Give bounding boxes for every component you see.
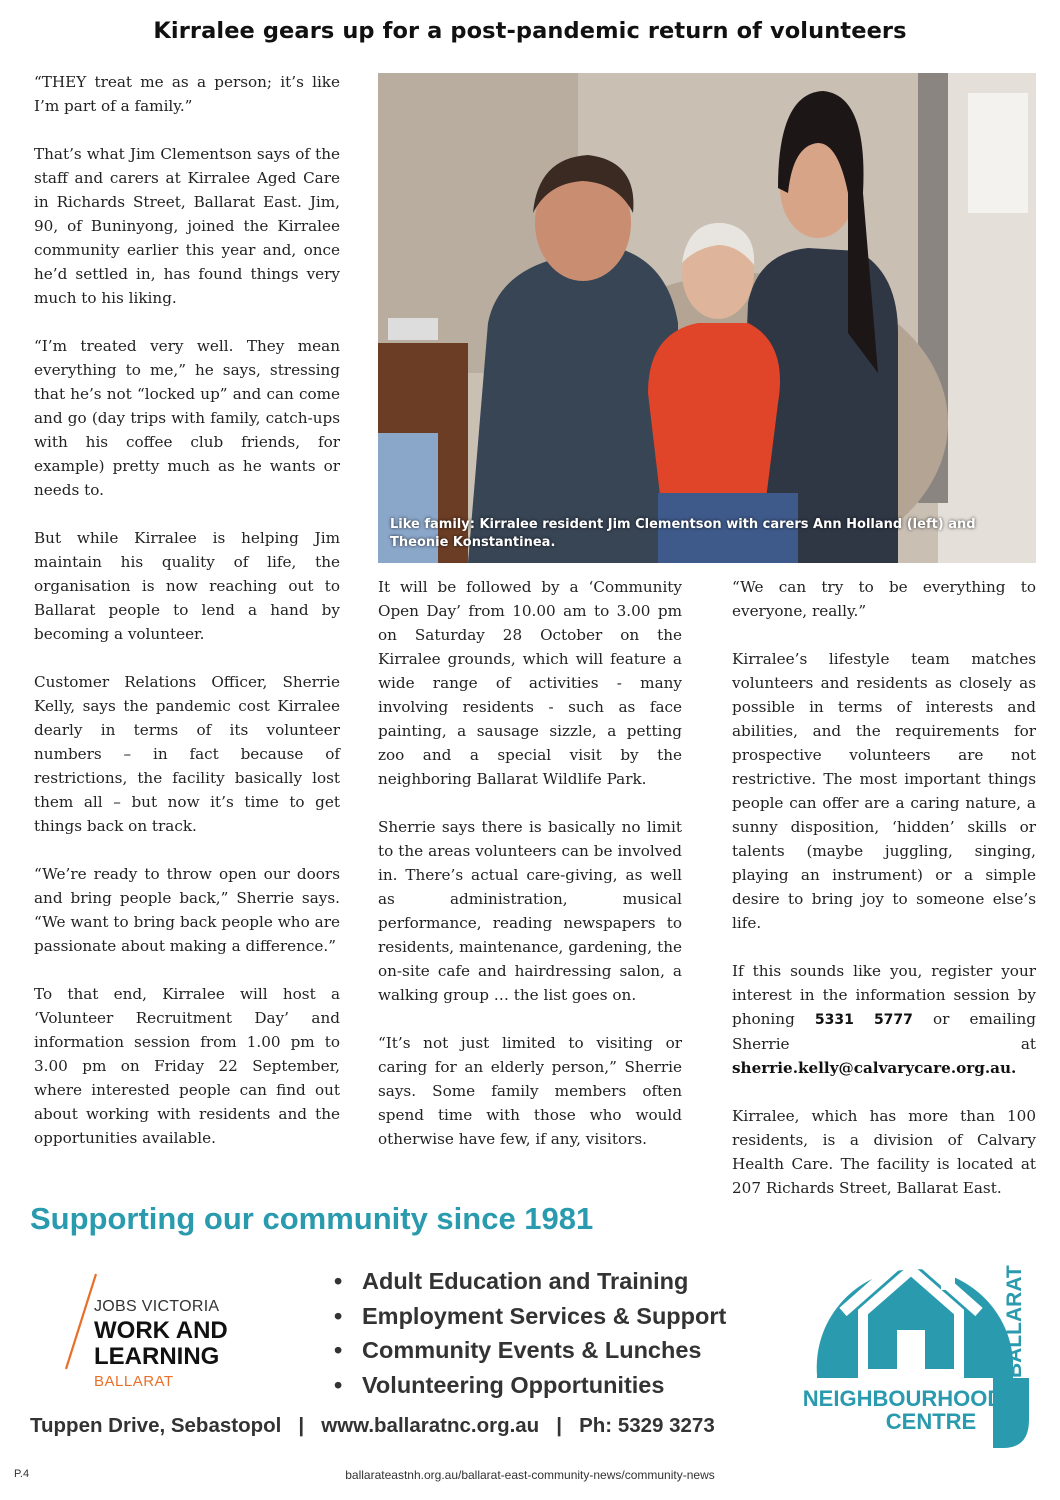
paragraph: Sherrie says there is basically no limit to the areas volunteers can be involved in. There’s actual care-giving, as well as administration, musical performance, reading newspapers to residents, maintenance, gardening, the on-site cafe and hairdressing salon, a walking group … the list goes on.	[378, 818, 682, 1004]
jobs-victoria-logo	[62, 1272, 292, 1402]
phone-number[interactable]: 5331 5777	[814, 1012, 913, 1028]
ballarat-text: BALLARAT	[94, 1373, 174, 1390]
contact-middle: or emailing Sherrie at	[732, 1010, 1036, 1053]
contact-line: Tuppen Drive, Sebastopol | www.ballaratnc.org.au | Ph: 5329 3273	[30, 1414, 715, 1437]
work-and-learning-text: WORK AND LEARNING	[94, 1317, 228, 1370]
paragraph: Kirralee’s lifestyle team matches volunteers and residents as closely as possible in terms of interests and abilities, and the requirements for prospective volunteers are not restrictive. The most important things people can offer are a caring nature, a sunny disposition, ‘hidden’ skills or talents (maybe juggling, singing, playing an instrument) or a simple desire to bring joy to someone else’s life.	[732, 650, 1036, 932]
footer-url[interactable]: ballarateastnh.org.au/ballarat-east-community-news/community-news	[345, 1468, 715, 1482]
list-item: • Community Events & Lunches	[334, 1337, 702, 1363]
paragraph: “THEY treat me as a person; it’s like I’m part of a family.”	[34, 73, 340, 115]
article-column-2	[378, 575, 682, 1151]
paragraph: Kirralee, which has more than 100 residents, is a division of Calvary Health Care. The facility is located at 207 Richards Street, Ballarat East.	[732, 1107, 1036, 1197]
list-item: • Volunteering Opportunities	[334, 1371, 665, 1398]
list-item: • Adult Education and Training	[334, 1268, 689, 1294]
paragraph: “We can try to be everything to everyone, really.”	[732, 578, 1036, 620]
email-link[interactable]: sherrie.kelly@calvarycare.org.au.	[732, 1059, 1017, 1077]
contact-paragraph	[732, 959, 1036, 1080]
photo-caption: Like family: Kirralee resident Jim Clementson with carers Ann Holland (left) and Theonie Konstantinea.	[390, 517, 976, 550]
article-photo	[378, 73, 1036, 563]
paragraph: Customer Relations Officer, Sherrie Kelly, says the pandemic cost Kirralee dearly in terms of its volunteer numbers – in fact because of restrictions, the facility basically lost them all – but now it’s time to get things back on track.	[34, 673, 340, 835]
article-column-3	[732, 575, 1036, 1200]
nc-logo-side-text: BALLARAT	[1003, 1265, 1026, 1378]
services-list	[334, 1264, 726, 1402]
paragraph: “We’re ready to throw open our doors and bring people back,” Sherrie says. “We want to bring back people who are passionate about making a difference.”	[34, 865, 340, 955]
nc-logo-line2: CENTRE	[885, 1409, 977, 1434]
paragraph: It will be followed by a ‘Community Open Day’ from 10.00 am to 3.00 pm on Saturday 28 October on the Kirralee grounds, which will feature a wide range of activities - many involving residents - such as face painting, a sausage sizzle, a petting zoo and a special visit by the neighboring Ballarat Wildlife Park.	[378, 578, 682, 788]
paragraph: “I’m treated very well. They mean everything to me,” he says, stressing that he’s not “locked up” and can come and go (day trips with family, catch-ups with his coffee club friends, for example) pretty much as he wants or needs to.	[34, 337, 340, 499]
list-item: • Employment Services & Support	[334, 1302, 727, 1329]
paragraph: To that end, Kirralee will host a ‘Volunteer Recruitment Day’ and information session from 1.00 pm to 3.00 pm on Friday 22 September, where interested people can find out about working with residents and the opportunities available.	[34, 985, 340, 1147]
paragraph: “It’s not just limited to visiting or caring for an elderly person,” Sherrie says. Some family members often spend time with those who would otherwise have few, if any, visitors.	[378, 1034, 682, 1148]
ad-heading: Supporting our community since 1981	[30, 1201, 594, 1236]
article-headline: Kirralee gears up for a post-pandemic return of volunteers	[153, 18, 907, 44]
photo-illustration	[378, 73, 1036, 563]
paragraph: But while Kirralee is helping Jim maintain his quality of life, the organisation is now reaching out to Ballarat people to lend a hand by becoming a volunteer.	[34, 529, 340, 643]
contact-intro: If this sounds like you, register your interest in the information session by phoning	[732, 962, 1036, 1028]
nc-logo-line1: NEIGHBOURHOOD	[803, 1386, 1004, 1411]
paragraph: That’s what Jim Clementson says of the staff and carers at Kirralee Aged Care in Richards Street, Ballarat East. Jim, 90, of Buninyong, joined the Kirralee community earlier this year and, once he’d settled in, has found things very much to his liking.	[34, 145, 340, 307]
page-number: P.4	[14, 1468, 30, 1480]
article-column-1	[34, 70, 340, 1150]
neighbourhood-centre-logo	[803, 1230, 1029, 1452]
jobs-victoria-text: JOBS VICTORIA	[94, 1298, 220, 1315]
